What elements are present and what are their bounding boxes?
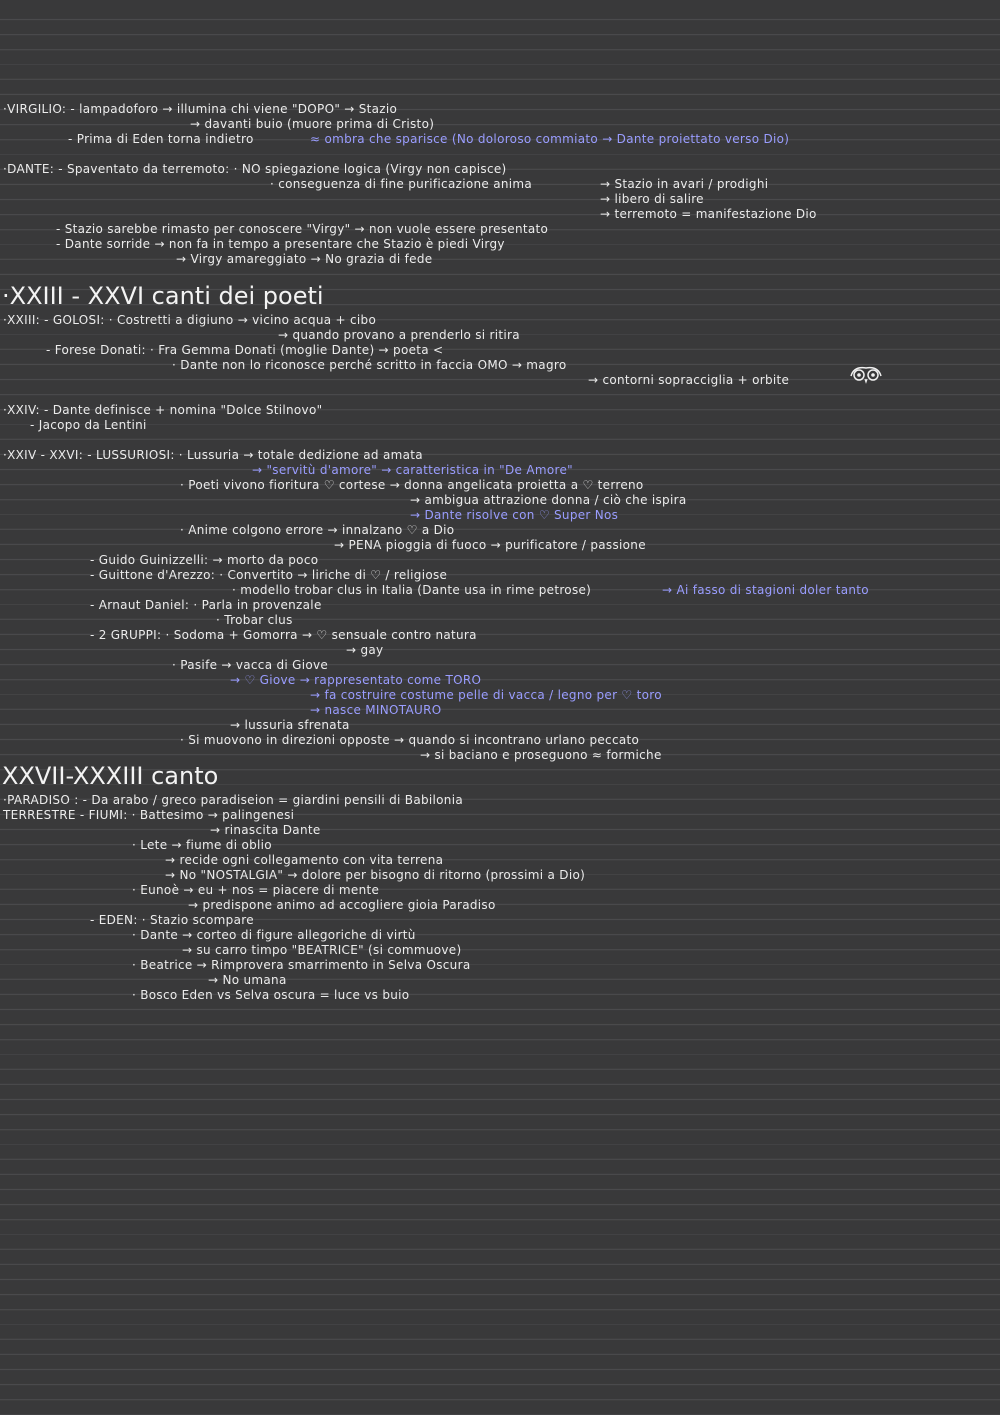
- note-line: - Guittone d'Arezzo: · Convertito → liriche di ♡ / religiose: [90, 568, 448, 582]
- note-line: → Stazio in avari / prodighi: [600, 177, 769, 191]
- note-line: → nasce MINOTAURO: [310, 703, 442, 717]
- note-line: → libero di salire: [600, 192, 704, 206]
- note-line: → Ai fasso di stagioni doler tanto: [662, 583, 869, 597]
- note-line: → recide ogni collegamento con vita terrena: [165, 853, 444, 867]
- note-line: → lussuria sfrenata: [230, 718, 350, 732]
- note-line: ·XXIII: - GOLOSI: · Costretti a digiuno → vicino acqua + cibo: [3, 313, 377, 327]
- note-line: · Lete → fiume di oblio: [132, 838, 272, 852]
- note-line: → fa costruire costume pelle di vacca / legno per ♡ toro: [310, 688, 662, 702]
- note-line: · Eunoè → eu + nos = piacere di mente: [132, 883, 380, 897]
- note-line: · Trobar clus: [216, 613, 293, 627]
- note-line: ·DANTE: - Spaventato da terremoto: · NO spiegazione logica (Virgy non capisce): [3, 162, 507, 176]
- note-line: · conseguenza di fine purificazione anima: [270, 177, 533, 191]
- note-line: → Dante risolve con ♡ Super Nos: [410, 508, 619, 522]
- note-line: · Anime colgono errore → innalzano ♡ a Dio: [180, 523, 455, 537]
- note-line: → ambigua attrazione donna / ciò che ispira: [410, 493, 687, 507]
- note-line: → predispone animo ad accogliere gioia Paradiso: [188, 898, 496, 912]
- note-line: · modello trobar clus in Italia (Dante usa in rime petrose): [232, 583, 592, 597]
- note-line: · Beatrice → Rimprovera smarrimento in Selva Oscura: [132, 958, 471, 972]
- note-line: → rinascita Dante: [210, 823, 321, 837]
- note-line: ·VIRGILIO: - lampadoforo → illumina chi viene "DOPO" → Stazio: [3, 102, 398, 116]
- note-line: - Jacopo da Lentini: [30, 418, 147, 432]
- note-line: · Dante non lo riconosce perché scritto in faccia OMO → magro: [172, 358, 567, 372]
- note-line: · Poeti vivono fioritura ♡ cortese → donna angelicata proietta a ♡ terreno: [180, 478, 644, 492]
- note-line: → Virgy amareggiato → No grazia di fede: [176, 252, 433, 266]
- note-line: → gay: [346, 643, 384, 657]
- section-heading: ·XXIII - XXVI canti dei poeti: [2, 282, 324, 310]
- note-line: → PENA pioggia di fuoco → purificatore / passione: [334, 538, 646, 552]
- note-line: · Dante → corteo di figure allegoriche di virtù: [132, 928, 416, 942]
- note-line: - EDEN: · Stazio scompare: [90, 913, 254, 927]
- note-line: → "servitù d'amore" → caratteristica in "De Amore": [252, 463, 573, 477]
- note-line: · Pasife → vacca di Giove: [172, 658, 329, 672]
- note-line: - Forese Donati: · Fra Gemma Donati (moglie Dante) → poeta <: [46, 343, 444, 357]
- note-line: - Prima di Eden torna indietro: [68, 132, 254, 146]
- note-line: → davanti buio (muore prima di Cristo): [190, 117, 435, 131]
- note-line: → su carro timpo "BEATRICE" (si commuove): [182, 943, 462, 957]
- note-line: → terremoto = manifestazione Dio: [600, 207, 817, 221]
- note-line: - Guido Guinizzelli: → morto da poco: [90, 553, 319, 567]
- note-line: - Stazio sarebbe rimasto per conoscere "Virgy" → non vuole essere presentato: [56, 222, 549, 236]
- note-line: ·XXIV - XXVI: - LUSSURIOSI: · Lussuria → totale dedizione ad amata: [3, 448, 423, 462]
- note-line: - Arnaut Daniel: · Parla in provenzale: [90, 598, 322, 612]
- note-line: → si baciano e proseguono ≈ formiche: [420, 748, 662, 762]
- note-line: → quando provano a prenderlo si ritira: [278, 328, 520, 342]
- note-line: · Si muovono in direzioni opposte → quando si incontrano urlano peccato: [180, 733, 640, 747]
- section-heading: XXVII-XXXIII canto: [2, 762, 219, 790]
- note-line: · Bosco Eden vs Selva oscura = luce vs buio: [132, 988, 410, 1002]
- note-line: → contorni sopracciglia + orbite: [588, 373, 790, 387]
- note-line: → No umana: [208, 973, 287, 987]
- note-line: ·XXIV: - Dante definisce + nomina "Dolce Stilnovo": [3, 403, 323, 417]
- note-line: ·PARADISO : - Da arabo / greco paradiseion = giardini pensili di Babilonia: [3, 793, 463, 807]
- note-line: - Dante sorride → non fa in tempo a presentare che Stazio è piedi Virgy: [56, 237, 505, 251]
- owl-icon: [848, 364, 884, 386]
- note-line: → ♡ Giove → rappresentato come TORO: [230, 673, 482, 687]
- note-line: ≈ ombra che sparisce (No doloroso commiato → Dante proiettato verso Dio): [310, 132, 790, 146]
- note-line: - 2 GRUPPI: · Sodoma + Gomorra → ♡ sensuale contro natura: [90, 628, 477, 642]
- note-line: TERRESTRE - FIUMI: · Battesimo → palingenesi: [3, 808, 295, 822]
- note-line: → No "NOSTALGIA" → dolore per bisogno di ritorno (prossimi a Dio): [165, 868, 586, 882]
